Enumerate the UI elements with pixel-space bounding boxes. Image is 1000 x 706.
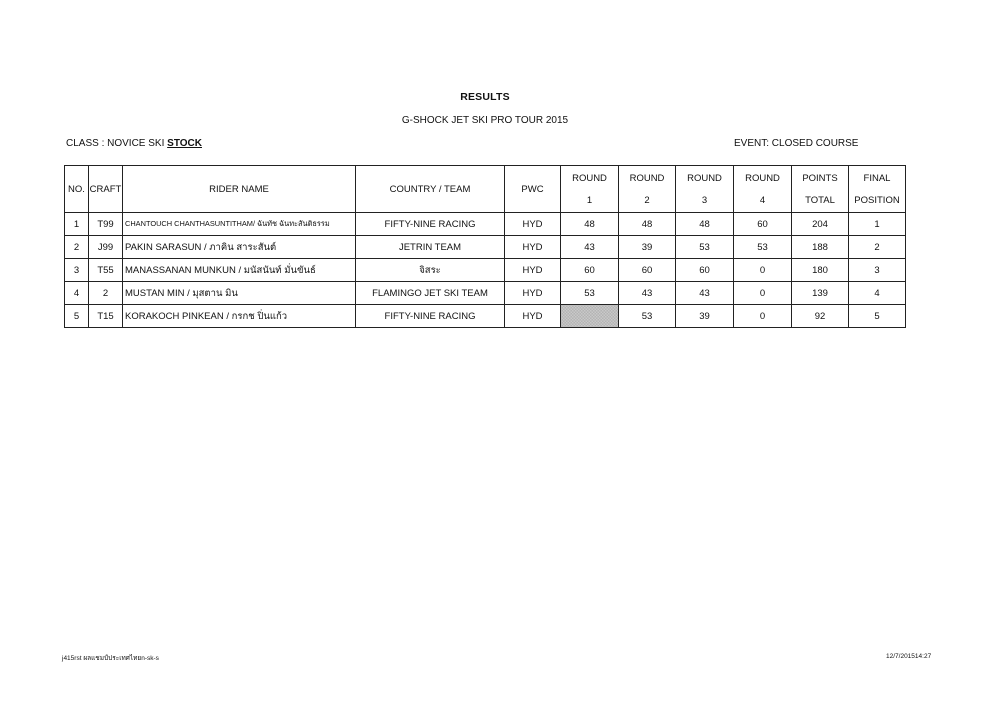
cell-points-total: 139: [792, 282, 849, 305]
cell-no: 5: [65, 305, 89, 328]
cell-team: จิสระ: [356, 259, 505, 282]
header-round-3: [676, 166, 734, 213]
footer-file-label: j415rst ผลแชมป์ประเทศไทยn-sk-s: [62, 655, 159, 662]
cell-round-1: 60: [561, 259, 619, 282]
cell-pwc: HYD: [505, 213, 561, 236]
cell-round-1: 48: [561, 213, 619, 236]
cell-pwc: HYD: [505, 305, 561, 328]
cell-round-1: 53: [561, 282, 619, 305]
header-points-label: POINTS: [802, 172, 838, 184]
table-row: [65, 213, 906, 236]
cell-round-4: 0: [734, 259, 792, 282]
cell-round-4: 0: [734, 305, 792, 328]
cell-craft: T55: [89, 259, 123, 282]
class-line: [66, 138, 202, 149]
cell-team: FIFTY-NINE RACING: [356, 213, 505, 236]
header-craft: CRAFT: [89, 166, 123, 213]
cell-final-position: 4: [849, 282, 906, 305]
cell-pwc: HYD: [505, 282, 561, 305]
header-round-1-number: 1: [586, 194, 593, 206]
cell-craft: T15: [89, 305, 123, 328]
cell-rider-name: MANASSANAN MUNKUN / มนัสนันท์ มั่นขันธ์: [123, 259, 356, 282]
cell-round-3: 53: [676, 236, 734, 259]
cell-round-4: 0: [734, 282, 792, 305]
page-title: RESULTS: [460, 91, 510, 103]
cell-no: 3: [65, 259, 89, 282]
cell-final-position: 5: [849, 305, 906, 328]
cell-final-position: 3: [849, 259, 906, 282]
cell-no: 4: [65, 282, 89, 305]
cell-round-4: 60: [734, 213, 792, 236]
header-rider-name: RIDER NAME: [123, 166, 356, 213]
cell-final-position: 2: [849, 236, 906, 259]
table-row: [65, 236, 906, 259]
header-round-2: [619, 166, 676, 213]
cell-final-position: 1: [849, 213, 906, 236]
cell-rider-name: PAKIN SARASUN / ภาคิน สาระสันต์: [123, 236, 356, 259]
cell-round-2: 39: [619, 236, 676, 259]
table-row: [65, 305, 906, 328]
header-round-4-number: 4: [759, 194, 766, 206]
cell-no: 1: [65, 213, 89, 236]
cell-no: 2: [65, 236, 89, 259]
header-round-2-number: 2: [644, 194, 650, 206]
cell-craft: T99: [89, 213, 123, 236]
cell-points-total: 188: [792, 236, 849, 259]
cell-round-3: 43: [676, 282, 734, 305]
cell-team: FIFTY-NINE RACING: [356, 305, 505, 328]
header-round-3-label: ROUND: [687, 172, 722, 184]
cell-round-4: 53: [734, 236, 792, 259]
header-total-label: TOTAL: [805, 194, 835, 206]
class-label: CLASS : NOVICE SKI: [66, 138, 168, 149]
header-points-total: [792, 166, 849, 213]
header-round-3-number: 3: [701, 194, 708, 206]
footer-timestamp: 12/7/201514:27: [886, 653, 932, 660]
cell-rider-name: KORAKOCH PINKEAN / กรกช ปิ่นแก้ว: [123, 305, 356, 328]
cell-round-3: 39: [676, 305, 734, 328]
class-value: STOCK: [167, 138, 202, 149]
header-position-label: POSITION: [854, 194, 900, 206]
header-round-2-label: ROUND: [629, 172, 665, 184]
cell-round-2: 48: [619, 213, 676, 236]
header-pwc: PWC: [505, 166, 561, 213]
cell-pwc: HYD: [505, 259, 561, 282]
cell-round-2: 53: [619, 305, 676, 328]
cell-points-total: 180: [792, 259, 849, 282]
cell-rider-name: MUSTAN MIN / มุสตาน มิน: [123, 282, 356, 305]
header-final-label: FINAL: [863, 172, 891, 184]
event-line: EVENT: CLOSED COURSE: [734, 138, 859, 149]
header-round-4-label: ROUND: [745, 172, 780, 184]
cell-points-total: 92: [792, 305, 849, 328]
cell-round-3: 48: [676, 213, 734, 236]
results-table: [64, 165, 906, 328]
cell-round-3: 60: [676, 259, 734, 282]
cell-round-1: 43: [561, 236, 619, 259]
header-round-1: [561, 166, 619, 213]
cell-points-total: 204: [792, 213, 849, 236]
cell-rider-name: CHANTOUCH CHANTHASUNTITHAM/ ฉันทัช ฉันทะสันติธรรม: [123, 213, 356, 236]
cell-craft: 2: [89, 282, 123, 305]
header-round-4: [734, 166, 792, 213]
cell-craft: J99: [89, 236, 123, 259]
header-final-position: [849, 166, 906, 213]
cell-team: JETRIN TEAM: [356, 236, 505, 259]
header-country-team: COUNTRY / TEAM: [356, 166, 505, 213]
cell-round-1-shaded: [561, 305, 619, 328]
header-no: NO.: [65, 166, 89, 213]
cell-pwc: HYD: [505, 236, 561, 259]
header-round-1-label: ROUND: [572, 172, 607, 184]
event-series-title: G-SHOCK JET SKI PRO TOUR 2015: [401, 115, 569, 126]
table-row: [65, 259, 906, 282]
table-row: [65, 282, 906, 305]
cell-team: FLAMINGO JET SKI TEAM: [356, 282, 505, 305]
table-header-row: [65, 166, 906, 213]
cell-round-2: 60: [619, 259, 676, 282]
cell-round-2: 43: [619, 282, 676, 305]
